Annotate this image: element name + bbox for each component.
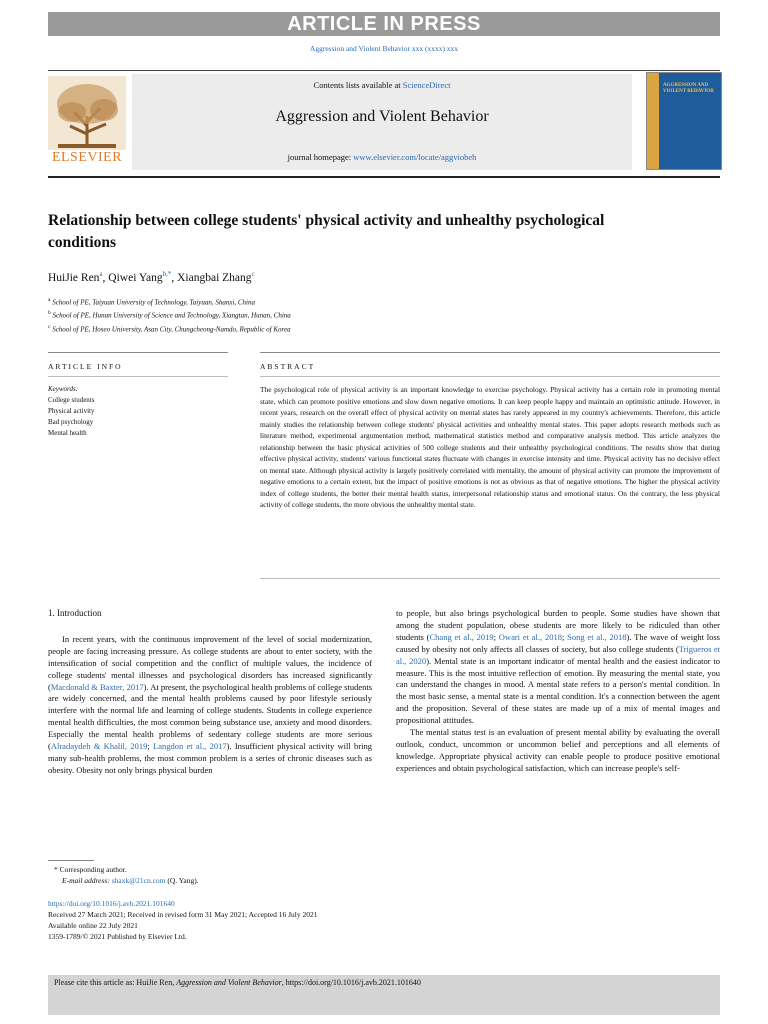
cover-strip <box>647 73 659 169</box>
text-run: ; <box>493 631 499 642</box>
text-run: ). Insufficient physical activity will bring many sub-health problems, the most common problem is a series of chronic diseases such as obesity. Obesity not only brings physical burden <box>48 741 372 775</box>
abstract-heading: ABSTRACT <box>260 362 316 371</box>
text-run: ; <box>147 741 153 752</box>
text-run: In recent years, with the continuous improvement of the level of social modernization, people are facing increasing pressure. As college students are about to enter society, with the intensification of social competition and the conflict of multiple values, the incidence of college students' mental illnesses and psychological disorders has increased significantly ( <box>48 633 372 692</box>
affiliation-mark: a <box>48 297 51 303</box>
article-in-press-banner: ARTICLE IN PRESS <box>48 12 720 36</box>
text-run: ; <box>561 631 568 642</box>
cite-journal: Aggression and Violent Behavior <box>176 978 282 987</box>
citation-link[interactable]: Alradaydeh & Khalil, 2019 <box>50 741 148 752</box>
author-affil-mark[interactable]: a <box>99 270 103 278</box>
keyword-item: Physical activity <box>48 407 95 415</box>
text-run: ). Mental state is an important indicator of mental health and the easiest indicator to measure. This is the most intuitive reflection of emotion. By measuring the mental state, you can understand the changes in mood. A mental state refers to a person's mental condition. In the most basic sense, a mental state is a mental condition. It's a connection between the agent and the proposition. Several of these states are made up of a mix of mental images and propositional attitudes. <box>396 655 720 726</box>
author-list: HuiJie Ren$^a$, Qiwei Yang$^{b,*}$, Xiangbai Zhang$^c$ <box>48 270 255 284</box>
affiliation-text: School of PE, Hunan University of Science and Technology, Xiangtan, Hunan, China <box>52 311 291 320</box>
article-title: Relationship between college students' physical activity and unhealthy psychological conditions <box>48 212 605 251</box>
keywords-panel <box>48 384 228 439</box>
citation-link[interactable]: Macdonald & Baxter, 2017 <box>50 681 144 692</box>
keyword-item: Mental health <box>48 429 87 437</box>
article-info-rule <box>48 352 228 353</box>
affiliation-item <box>48 295 291 308</box>
homepage-prefix: journal homepage: <box>287 152 354 162</box>
intro-heading: 1. Introduction <box>48 608 102 618</box>
contents-line <box>132 80 632 90</box>
journal-reference[interactable]: Aggression and Violent Behavior xxx (xxxx) xxx <box>309 44 459 53</box>
keyword-item: College students <box>48 396 95 404</box>
cite-doi[interactable]: , https://doi.org/10.1016/j.avb.2021.101640 <box>281 978 421 987</box>
homepage-link[interactable]: www.elsevier.com/locate/aggviobeh <box>353 152 477 162</box>
intro-right-column <box>396 608 720 775</box>
keyword-item: Bad psychology <box>48 418 94 426</box>
author-affil-mark[interactable]: b,* <box>162 270 172 278</box>
affiliation-text: School of PE, Taiyuan University of Technology, Taiyuan, Shanxi, China <box>52 298 256 307</box>
publication-info <box>48 898 448 942</box>
author-name[interactable]: Qiwei Yang <box>108 271 163 284</box>
citation-text <box>54 978 421 987</box>
copyright-line: 1359-1789/© 2021 Published by Elsevier Ltd. <box>48 932 187 941</box>
header-top-rule <box>48 70 720 71</box>
header-bottom-rule <box>48 176 720 178</box>
affiliations <box>48 295 291 335</box>
article-info-subrule <box>48 376 228 377</box>
doi-link[interactable]: https://doi.org/10.1016/j.avb.2021.101640 <box>48 899 175 908</box>
citation-link[interactable]: Chang et al., 2019 <box>429 631 494 642</box>
received-dates: Received 27 March 2021; Received in revised form 31 May 2021; Accepted 16 July 2021 <box>48 910 318 919</box>
text-run: ). At present, the psychological health problems of college students are widely concerned, and the mental health problems caused by poor lifestyle seriously interfere with the normal life and learning of college students. Students in college experience mental health difficulties, the most common being substance use, anxiety and mood disorders. Especially the mental health problems of sedentary college students are more serious ( <box>48 681 373 752</box>
available-online: Available online 22 July 2021 <box>48 921 138 930</box>
author-name[interactable]: HuiJie Ren <box>48 271 100 284</box>
intro-paragraph: The mental status test is an evaluation of present mental ability by evaluating the overall outlook, conduct, uncommon or uncommon belief and perceptions and all elements of knowledge. Appropriate physical activity can enable people to produce positive emotional experiences and obtain psychological satisfaction, which can increase people's self- <box>396 727 720 773</box>
cite-prefix: Please cite this article as: HuiJie Ren, <box>54 978 177 987</box>
author-affil-mark[interactable]: c <box>251 270 255 278</box>
intro-left-column <box>48 608 372 777</box>
email-note <box>48 875 378 886</box>
contents-prefix: Contents lists available at <box>313 80 403 90</box>
affiliation-item <box>48 322 291 335</box>
email-suffix: (Q. Yang). <box>165 876 199 885</box>
abstract-text: The psychological role of physical activity is an important knowledge to exercise psychology. Physical activity has a certain role in promoting mental state, which can promote positive emotions and slow down negative emotions. It can keep people happy and maintain an optimistic attitude. However, in recent years, research on the overall effect of physical activity on mental states has rarely appeared in my country's achievements. Therefore, this article mainly studies the relationship between college students' physical activities and unhealthy mental states. This paper adopts research methods such as literature method, experimental argumentation method, mathematical statistics method and comparative analysis method. This article analyzes the relationship between the basic physical activities of 500 college students and their unhealthy psychological conditions. The results show that during effective physical activity, students' various functional states fluctuate with changes in exercise intensity and time. Physical activity has no decisive effect on mental state. Although physical activity is largely positively correlated with mentality, the amount of physical activity can promote the improvement of negative emotions to a certain extent, but the impact of positive emotions is not as obvious as that of negative emotions. The higher the physical activity index of college students, the better their mental health status, interpersonal relationship status and emotional status. On the contrary, the less physical activity of college students, the more obvious the unhealthy mental state. <box>260 385 720 509</box>
corresponding-author-note: * Corresponding author. <box>54 865 127 874</box>
keywords-label: Keywords: <box>48 385 79 393</box>
abstract-rule <box>260 352 720 353</box>
citation-link[interactable]: Song et al., 2018 <box>567 631 627 642</box>
elsevier-wordmark: ELSEVIER <box>51 150 123 165</box>
email-link[interactable]: shaxk@21cn.com <box>111 876 166 885</box>
author-name[interactable]: Xiangbai Zhang <box>177 271 252 284</box>
abstract-subrule <box>260 376 720 377</box>
affiliation-mark: c <box>48 323 51 330</box>
citation-link[interactable]: Langdon et al., 2017 <box>153 741 227 752</box>
intro-paragraph <box>48 634 372 777</box>
abstract-bottom-rule <box>260 578 720 579</box>
intro-paragraph <box>396 608 720 727</box>
sciencedirect-link[interactable]: ScienceDirect <box>402 80 451 90</box>
citation-link[interactable]: Trigueros et al., 2020 <box>396 643 720 666</box>
affiliation-item <box>48 308 291 321</box>
cover-title-text: AGGRESSION AND VIOLENT BEHAVIOR <box>663 83 714 94</box>
affiliation-text: School of PE, Hoseo University, Asan City, Chungcheong-Namdo, Republic of Korea <box>52 324 291 333</box>
affiliation-mark: b <box>48 310 51 317</box>
citation-link[interactable]: Owari et al., 2018 <box>498 631 562 642</box>
footnotes <box>48 864 378 886</box>
text-run: ). The wave of weight loss caused by obesity not only affects all classes of society, but also college students ( <box>396 631 720 654</box>
journal-homepage-line <box>132 152 632 162</box>
journal-title: Aggression and Violent Behavior <box>275 108 489 125</box>
footnote-rule <box>48 860 94 861</box>
article-info-heading: ARTICLE INFO <box>48 362 123 371</box>
text-run: to people, but also brings psychological burden to people. Some studies have shown that among the student population, obese students are more likely to be ridiculed than other students ( <box>396 608 720 642</box>
email-label: E-mail address: <box>62 876 112 885</box>
journal-cover-thumbnail[interactable] <box>646 72 722 170</box>
